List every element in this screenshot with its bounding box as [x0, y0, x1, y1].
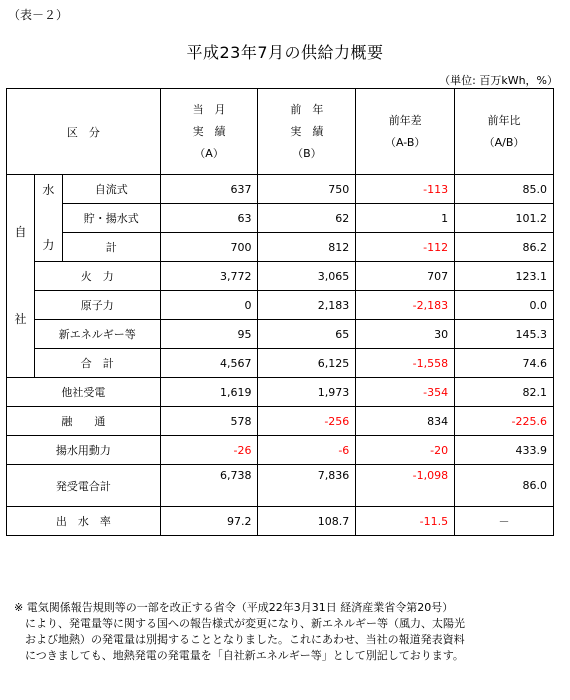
cell-a: 6,738: [160, 465, 258, 507]
supply-table: [6, 88, 554, 536]
page-title: 平成23年7月の供給力概要: [186, 43, 384, 62]
cell-diff: -112: [356, 233, 455, 262]
row-label: 揚水用動力: [7, 436, 161, 465]
table-row: [7, 320, 554, 349]
cell-b: 1,973: [258, 378, 356, 407]
table-row: [7, 291, 554, 320]
footnote-line: および地熱）の発電量は別掲することとなりました。これにあわせ、当社の報道発表資料: [14, 633, 465, 646]
group-label-suiryoku: 水 力: [34, 175, 62, 262]
cell-ratio: 0.0: [455, 291, 554, 320]
cell-a: 700: [160, 233, 258, 262]
cell-b: 7,836: [258, 465, 356, 507]
cell-ratio: -225.6: [455, 407, 554, 436]
header-col-diff: 前年差 （A-B）: [356, 89, 455, 175]
row-label: 出 水 率: [7, 507, 161, 536]
row-label: 自流式: [62, 175, 160, 204]
cell-ratio: 82.1: [455, 378, 554, 407]
cell-b: -6: [258, 436, 356, 465]
cell-a: 0: [160, 291, 258, 320]
cell-diff: -11.5: [356, 507, 455, 536]
cell-a: 3,772: [160, 262, 258, 291]
header-row: [7, 89, 554, 175]
table-row: [7, 465, 554, 507]
cell-a: 95: [160, 320, 258, 349]
cell-a: 97.2: [160, 507, 258, 536]
header-col-a: 当 月 実 績 （A）: [160, 89, 258, 175]
cell-ratio: 74.6: [455, 349, 554, 378]
cell-b: 6,125: [258, 349, 356, 378]
row-label: 計: [62, 233, 160, 262]
cell-ratio: 145.3: [455, 320, 554, 349]
table-row: [7, 507, 554, 536]
cell-ratio: －: [455, 507, 554, 536]
row-label: 他社受電: [7, 378, 161, 407]
cell-b: -256: [258, 407, 356, 436]
table-row: [7, 175, 554, 204]
row-label: 新エネルギー等: [34, 320, 160, 349]
unit-note: （単位: 百万kWh，%）: [439, 74, 558, 87]
header-kubun: 区 分: [7, 89, 161, 175]
table-row: [7, 233, 554, 262]
table-row: [7, 436, 554, 465]
cell-diff: 30: [356, 320, 455, 349]
cell-diff: -2,183: [356, 291, 455, 320]
cell-a: 578: [160, 407, 258, 436]
cell-a: 637: [160, 175, 258, 204]
cell-a: 1,619: [160, 378, 258, 407]
cell-diff: -113: [356, 175, 455, 204]
table-row: [7, 204, 554, 233]
cell-a: 63: [160, 204, 258, 233]
header-col-b: 前 年 実 績 （B）: [258, 89, 356, 175]
row-label: 火 力: [34, 262, 160, 291]
row-label: 発受電合計: [7, 465, 161, 507]
footnote-line: により、発電量等に関する国への報告様式が変更になり、新エネルギー等（風力、太陽光: [14, 617, 465, 630]
cell-diff: 707: [356, 262, 455, 291]
cell-ratio: 101.2: [455, 204, 554, 233]
footnote-line: につきましても、地熱発電の発電量を「自社新エネルギー等」として別記しております。: [14, 649, 464, 662]
table-tag: （表－２）: [8, 8, 69, 22]
footnote-line: ※ 電気関係報告規則等の一部を改正する省令（平成22年3月31日 経済産業省令第20号）: [14, 601, 454, 614]
cell-b: 2,183: [258, 291, 356, 320]
cell-diff: -20: [356, 436, 455, 465]
table-row: [7, 378, 554, 407]
group-label-jisha: 自 社: [7, 175, 35, 378]
cell-ratio: 85.0: [455, 175, 554, 204]
cell-b: 812: [258, 233, 356, 262]
cell-diff: 834: [356, 407, 455, 436]
cell-ratio: 86.2: [455, 233, 554, 262]
header-col-ratio: 前年比 （A/B）: [455, 89, 554, 175]
cell-diff: -1,098: [356, 465, 455, 507]
row-label: 貯・揚水式: [62, 204, 160, 233]
cell-diff: -354: [356, 378, 455, 407]
cell-ratio: 123.1: [455, 262, 554, 291]
row-label: 融 通: [7, 407, 161, 436]
cell-ratio: 433.9: [455, 436, 554, 465]
cell-b: 108.7: [258, 507, 356, 536]
cell-diff: -1,558: [356, 349, 455, 378]
cell-a: -26: [160, 436, 258, 465]
row-label: 合 計: [34, 349, 160, 378]
cell-b: 65: [258, 320, 356, 349]
table-row: [7, 407, 554, 436]
cell-ratio: 86.0: [455, 465, 554, 507]
table-row: [7, 262, 554, 291]
footnote: [14, 600, 554, 664]
cell-b: 750: [258, 175, 356, 204]
cell-a: 4,567: [160, 349, 258, 378]
table-row: [7, 349, 554, 378]
cell-b: 62: [258, 204, 356, 233]
row-label: 原子力: [34, 291, 160, 320]
cell-b: 3,065: [258, 262, 356, 291]
cell-diff: 1: [356, 204, 455, 233]
